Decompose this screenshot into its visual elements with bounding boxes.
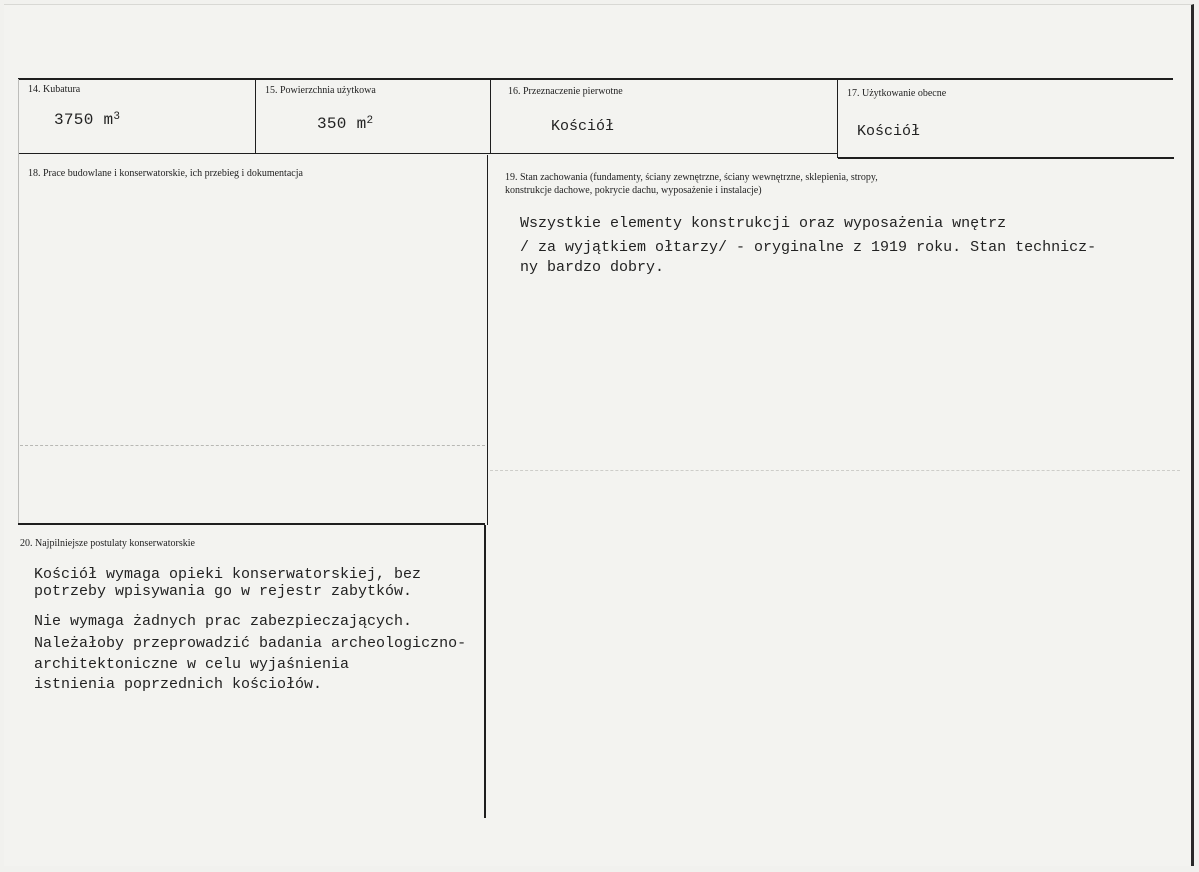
field-19-label-line-2: konstrukcje dachowe, pokrycie dachu, wyposażenie i instalacje) <box>505 185 762 196</box>
field-14-label: 14. Kubatura <box>28 84 81 95</box>
header-bottom-rule-left <box>18 153 838 154</box>
field-20-text-line-5: architektoniczne w celu wyjaśnienia <box>34 656 350 673</box>
field-15-value <box>317 114 373 134</box>
header-divider-3 <box>837 80 838 158</box>
field-20-text-line-4: Należałoby przeprowadzić badania archeologiczno- <box>34 635 467 652</box>
field-20-label: 20. Najpilniejsze postulaty konserwatorskie <box>20 538 195 549</box>
faint-guide-line <box>490 470 1180 471</box>
left-border <box>18 79 19 524</box>
field-17-label: 17. Użytkowanie obecne <box>847 88 947 99</box>
field-17-value: Kościół <box>857 123 921 140</box>
main-column-divider-lower <box>484 525 486 818</box>
field-20-text-line-2: potrzeby wpisywania go w rejestr zabytków. <box>34 583 413 600</box>
header-top-rule <box>18 78 1173 80</box>
area-unit-exponent: 2 <box>366 115 374 127</box>
section-20-top-rule <box>18 523 485 525</box>
field-19-text-line-1: Wszystkie elementy konstrukcji oraz wyposażenia wnętrz <box>520 215 1007 232</box>
area-value: 350 m <box>317 115 367 133</box>
field-16-label: 16. Przeznaczenie pierwotne <box>508 86 623 97</box>
main-column-divider <box>487 155 488 525</box>
field-20-text-line-3: Nie wymaga żadnych prac zabezpieczających. <box>34 613 413 630</box>
field-20-text-line-6: istnienia poprzednich kościołów. <box>34 676 323 693</box>
header-divider-1 <box>255 79 256 154</box>
faint-guide-line <box>20 445 485 446</box>
field-20-text-line-1: Kościół wymaga opieki konserwatorskiej, bez <box>34 566 422 583</box>
field-14-value <box>54 110 120 130</box>
field-19-label-line-1: 19. Stan zachowania (fundamenty, ściany zewnętrzne, ściany wewnętrzne, sklepienia, stropy, <box>505 172 878 183</box>
kubatura-unit-exponent: 3 <box>113 111 121 123</box>
field-18-label: 18. Prace budowlane i konserwatorskie, ich przebieg i dokumentacja <box>28 168 303 179</box>
field-19-text-line-2: / za wyjątkiem ołtarzy/ - oryginalne z 1919 roku. Stan technicz- <box>520 239 1097 256</box>
header-bottom-rule-right <box>838 157 1174 159</box>
kubatura-value: 3750 m <box>54 111 114 129</box>
field-19-text-line-3: ny bardzo dobry. <box>520 259 665 276</box>
field-16-value: Kościół <box>551 118 615 135</box>
header-divider-2 <box>490 79 491 154</box>
field-15-label: 15. Powierzchnia użytkowa <box>265 85 376 96</box>
